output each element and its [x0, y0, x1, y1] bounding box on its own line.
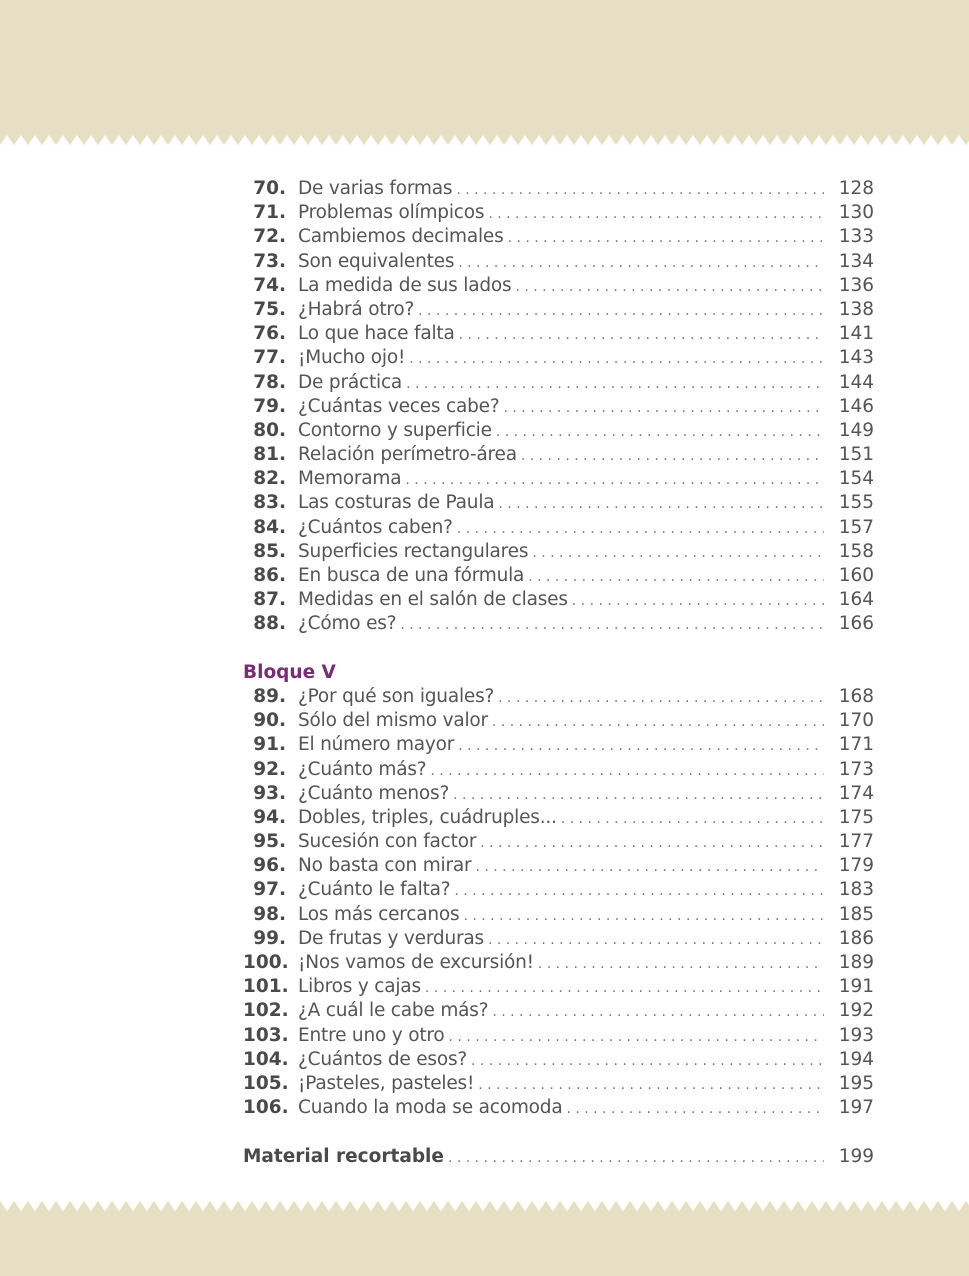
- toc-entry[interactable]: [243, 298, 874, 322]
- toc-entry-title: ¿Cuánto le falta?: [298, 879, 451, 901]
- toc-entry-page: 191: [838, 976, 874, 998]
- toc-entry[interactable]: [243, 709, 874, 733]
- toc-entry[interactable]: [243, 1048, 874, 1072]
- toc-entry-title: Dobles, triples, cuádruples...: [298, 806, 557, 828]
- toc-entry-number: 72.: [253, 226, 286, 248]
- toc-entry-title: Los más cercanos: [298, 903, 460, 925]
- toc-entry-title: ¿Cuántos caben?: [298, 516, 453, 538]
- dot-leader: [478, 1073, 824, 1097]
- toc-list-bloque-iv: [243, 177, 874, 637]
- toc-entry[interactable]: [243, 395, 874, 419]
- toc-entry[interactable]: [243, 806, 874, 830]
- toc-entry[interactable]: [243, 878, 874, 902]
- toc-entry-page: 186: [838, 927, 874, 949]
- toc-entry-number: 87.: [253, 589, 286, 611]
- toc-entry-title: Superficies rectangulares: [298, 540, 529, 562]
- dot-leader: [457, 517, 824, 541]
- dot-leader: [454, 879, 824, 903]
- toc-entry-number: 70.: [253, 178, 286, 199]
- dot-leader: [458, 251, 824, 275]
- dot-leader: [498, 492, 824, 516]
- toc-entry-page: 149: [838, 419, 874, 441]
- toc-entry[interactable]: [243, 467, 874, 491]
- toc-entry-page: 189: [838, 952, 874, 973]
- toc-entry[interactable]: [243, 371, 874, 395]
- toc-entry-number: 89.: [253, 685, 286, 707]
- dot-leader: [480, 831, 824, 855]
- toc-entry-number: 93.: [253, 782, 286, 804]
- toc-entry-page: 179: [838, 855, 874, 877]
- dot-leader: [458, 734, 824, 758]
- dot-leader: [488, 928, 824, 952]
- toc-entry-material-recortable[interactable]: [243, 1145, 874, 1169]
- toc-entry[interactable]: [243, 975, 874, 999]
- toc-entry[interactable]: [243, 443, 874, 467]
- toc-entry-page: 160: [838, 565, 874, 586]
- zigzag-edge-top: [0, 133, 969, 145]
- dot-leader: [463, 904, 824, 928]
- dot-leader: [566, 1097, 824, 1121]
- toc-entry-title: ¿Por qué son iguales?: [298, 685, 495, 707]
- toc-entry-page: 133: [838, 226, 874, 248]
- toc-entry-title: Sólo del mismo valor: [298, 710, 488, 732]
- toc-entry-number: 73.: [253, 250, 286, 272]
- toc-entry-number: 95.: [253, 831, 286, 853]
- toc-entry-number: 104.: [243, 1048, 289, 1070]
- dot-leader: [425, 976, 824, 1000]
- dot-leader: [504, 396, 825, 420]
- toc-entry-title: Relación perímetro-área: [298, 444, 517, 466]
- footer-decorative-band: [0, 1201, 969, 1276]
- toc-entry-title: De práctica: [298, 371, 403, 393]
- toc-entry-number: 75.: [253, 298, 286, 320]
- toc-entry[interactable]: [243, 491, 874, 515]
- toc-entry-title: No basta con mirar: [298, 855, 472, 877]
- dot-leader: [492, 1000, 824, 1024]
- toc-entry-page: 134: [838, 250, 874, 272]
- toc-entry[interactable]: [243, 612, 874, 636]
- dot-leader: [488, 202, 824, 226]
- toc-list-bloque-v: [243, 685, 874, 1120]
- toc-entry-number: 79.: [253, 395, 286, 417]
- toc-entry[interactable]: [243, 346, 874, 370]
- toc-entry-page: 155: [838, 492, 874, 514]
- toc-entry-page: 130: [838, 202, 874, 224]
- toc-entry-page: 199: [838, 1145, 874, 1167]
- toc-entry-number: 90.: [253, 710, 286, 732]
- toc-entry-title: De varias formas: [298, 178, 453, 199]
- dot-leader: [508, 226, 824, 250]
- toc-entry-number: 78.: [253, 371, 286, 393]
- toc-entry-page: 168: [838, 685, 874, 707]
- toc-entry[interactable]: [243, 903, 874, 927]
- toc-entry-title: Contorno y superficie: [298, 419, 492, 441]
- toc-entry-page: 154: [838, 468, 874, 490]
- spacer: [243, 637, 874, 661]
- toc-entry-title: Libros y cajas: [298, 976, 421, 998]
- toc-entry-number: 100.: [243, 952, 289, 973]
- block-heading-bloque-v: Bloque V: [243, 661, 336, 683]
- toc-entry-page: 194: [838, 1048, 874, 1070]
- toc-entry-title: Cuando la moda se acomoda: [298, 1097, 563, 1119]
- toc-entry-number: 77.: [253, 347, 286, 369]
- dot-leader: [400, 613, 824, 637]
- dot-leader: [418, 299, 824, 323]
- toc-entry-number: 101.: [243, 976, 289, 998]
- toc-entry-number: 76.: [253, 323, 286, 345]
- toc-entry-number: 84.: [253, 516, 286, 538]
- dot-leader: [409, 347, 824, 371]
- toc-entry-number: 105.: [243, 1072, 289, 1094]
- toc-entry-title: ¿Cómo es?: [298, 613, 397, 635]
- toc-entry-title: ¡Mucho ojo!: [298, 347, 406, 369]
- toc-entry-title: Problemas olímpicos: [298, 202, 485, 224]
- dot-leader: [528, 565, 824, 589]
- toc-entry-page: 143: [838, 347, 874, 369]
- dot-leader: [449, 1025, 825, 1049]
- toc-entry-title: Son equivalentes: [298, 250, 455, 272]
- toc-entry-page: 146: [838, 395, 874, 417]
- toc-entry[interactable]: [243, 854, 874, 878]
- toc-entry[interactable]: [243, 250, 874, 274]
- toc-entry-page: 128: [838, 178, 874, 199]
- toc-entry-number: 94.: [253, 806, 286, 828]
- toc-entry-page: 197: [838, 1097, 874, 1119]
- toc-entry-title: De frutas y verduras: [298, 927, 484, 949]
- zigzag-edge-bottom: [0, 1201, 969, 1213]
- dot-leader: [521, 444, 824, 468]
- toc-entry-page: 144: [838, 371, 874, 393]
- dot-leader: [471, 1049, 824, 1073]
- toc-entry-title: ¿Cuántas veces cabe?: [298, 395, 500, 417]
- dot-leader: [475, 855, 824, 879]
- toc-entry-page: 192: [838, 1000, 874, 1022]
- toc-entry-page: 195: [838, 1072, 874, 1094]
- toc-entry[interactable]: [243, 274, 874, 298]
- toc-entry[interactable]: [243, 419, 874, 443]
- dot-leader: [496, 420, 824, 444]
- toc-entry[interactable]: [243, 201, 874, 225]
- toc-entry[interactable]: [243, 225, 874, 249]
- toc-entry-title: Memorama: [298, 468, 402, 490]
- table-of-contents: [243, 177, 874, 1169]
- toc-entry-title: El número mayor: [298, 734, 455, 756]
- toc-entry-page: 171: [838, 734, 874, 756]
- toc-entry-number: 91.: [253, 734, 286, 756]
- toc-entry-title: Medidas en el salón de clases: [298, 589, 568, 611]
- toc-entry-title: ¡Pasteles, pasteles!: [298, 1072, 475, 1094]
- toc-entry-page: 174: [838, 782, 874, 804]
- toc-entry-number: 82.: [253, 468, 286, 490]
- toc-entry-title: Entre uno y otro: [298, 1024, 445, 1046]
- toc-entry-title: Cambiemos decimales: [298, 226, 504, 248]
- dot-leader: [498, 686, 824, 710]
- toc-entry-page: 158: [838, 540, 874, 562]
- toc-entry-page: 151: [838, 444, 874, 466]
- toc-entry-title: La medida de sus lados: [298, 274, 512, 296]
- toc-entry[interactable]: [243, 1072, 874, 1096]
- dot-leader: [561, 807, 824, 831]
- dot-leader: [532, 541, 824, 565]
- dot-leader: [406, 372, 824, 396]
- toc-entry-number: 99.: [253, 927, 286, 949]
- toc-entry[interactable]: [243, 951, 874, 975]
- toc-entry-page: 193: [838, 1024, 874, 1046]
- dot-leader: [515, 275, 824, 299]
- toc-entry[interactable]: [243, 1024, 874, 1048]
- toc-entry-page: 136: [838, 274, 874, 296]
- toc-entry-page: 175: [838, 806, 874, 828]
- toc-entry-page: 164: [838, 589, 874, 611]
- toc-entry-title: ¿Cuántos de esos?: [298, 1048, 468, 1070]
- toc-entry-page: 185: [838, 903, 874, 925]
- toc-entry[interactable]: [243, 927, 874, 951]
- dot-leader: [492, 710, 824, 734]
- toc-entry[interactable]: [243, 588, 874, 612]
- header-decorative-band: [0, 0, 969, 145]
- toc-entry-page: 157: [838, 516, 874, 538]
- toc-entry-number: 97.: [253, 879, 286, 901]
- dot-leader: [405, 468, 824, 492]
- toc-entry-title: En busca de una fórmula: [298, 565, 525, 586]
- toc-entry-number: 98.: [253, 903, 286, 925]
- toc-entry-number: 85.: [253, 540, 286, 562]
- toc-entry[interactable]: [243, 322, 874, 346]
- toc-entry[interactable]: [243, 830, 874, 854]
- toc-entry-title: Sucesión con factor: [298, 831, 477, 853]
- toc-entry[interactable]: [243, 733, 874, 757]
- dot-leader: [572, 589, 824, 613]
- toc-entry[interactable]: [243, 782, 874, 806]
- dot-leader: [459, 323, 824, 347]
- toc-entry-number: 106.: [243, 1097, 289, 1119]
- dot-leader: [430, 759, 824, 783]
- toc-entry-number: 92.: [253, 758, 286, 780]
- toc-entry-page: 173: [838, 758, 874, 780]
- toc-entry-title: Las costuras de Paula: [298, 492, 495, 514]
- toc-entry-title: ¡Nos vamos de excursión!: [298, 952, 534, 973]
- toc-entry-number: 102.: [243, 1000, 289, 1022]
- toc-entry-title: Lo que hace falta: [298, 323, 455, 345]
- toc-entry-page: 170: [838, 710, 874, 732]
- toc-entry-number: 80.: [253, 419, 286, 441]
- toc-entry-title: Material recortable: [243, 1145, 444, 1167]
- toc-entry[interactable]: [243, 999, 874, 1023]
- dot-leader: [453, 783, 824, 807]
- dot-leader: [538, 952, 824, 976]
- toc-entry[interactable]: [243, 1096, 874, 1120]
- toc-entry-number: 96.: [253, 855, 286, 877]
- toc-entry-number: 71.: [253, 202, 286, 224]
- toc-entry-title: ¿Cuánto más?: [298, 758, 427, 780]
- toc-entry[interactable]: [243, 540, 874, 564]
- toc-entry-page: 141: [838, 323, 874, 345]
- toc-entry[interactable]: [243, 516, 874, 540]
- toc-entry-title: ¿Habrá otro?: [298, 298, 415, 320]
- spacer: [243, 1120, 874, 1144]
- dot-leader: [456, 178, 824, 202]
- toc-entry-number: 86.: [253, 565, 286, 586]
- toc-entry-number: 74.: [253, 274, 286, 296]
- toc-entry[interactable]: [243, 564, 874, 588]
- toc-entry[interactable]: [243, 685, 874, 709]
- toc-entry[interactable]: [243, 758, 874, 782]
- toc-entry-page: 138: [838, 298, 874, 320]
- toc-entry[interactable]: [243, 177, 874, 201]
- toc-entry-number: 88.: [253, 613, 286, 635]
- dot-leader: [448, 1146, 824, 1170]
- toc-entry-page: 177: [838, 831, 874, 853]
- toc-entry-page: 166: [838, 613, 874, 635]
- toc-entry-number: 103.: [243, 1024, 289, 1046]
- toc-entry-title: ¿Cuánto menos?: [298, 782, 450, 804]
- toc-entry-number: 83.: [253, 492, 286, 514]
- toc-entry-number: 81.: [253, 444, 286, 466]
- toc-entry-page: 183: [838, 879, 874, 901]
- toc-entry-title: ¿A cuál le cabe más?: [298, 1000, 489, 1022]
